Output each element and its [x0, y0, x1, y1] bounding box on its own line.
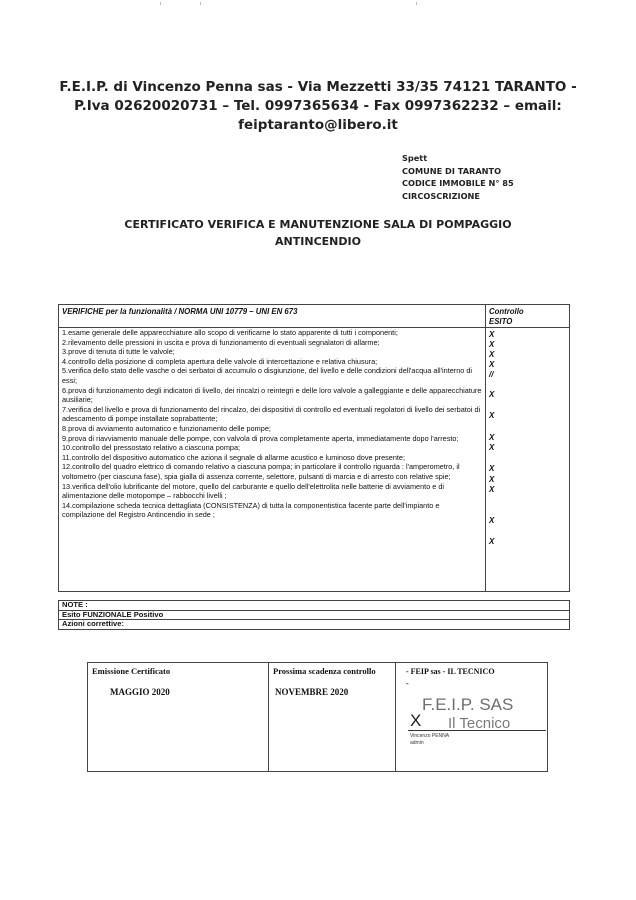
- outcome-mark: X: [489, 411, 495, 420]
- company-header: [40, 78, 596, 135]
- stamp-subtitle: Il Tecnico: [448, 715, 511, 732]
- outcome-mark: X: [489, 443, 495, 452]
- emission-label: Emissione Certificato: [92, 666, 171, 676]
- outcome-mark: X: [489, 330, 495, 339]
- outcome-mark: X: [489, 516, 495, 525]
- check-item: 11.controllo del dispositivo automatico che aziona il segnale di allarme acustico e luminoso dove presente;: [62, 452, 406, 462]
- check-item: 10.controllo del pressostato relativo a ciascuna pompa;: [62, 443, 241, 453]
- footer-table: [87, 662, 548, 772]
- recipient-line: COMUNE DI TARANTO: [402, 165, 502, 176]
- checks-table: [58, 304, 570, 592]
- emission-value: MAGGIO 2020: [110, 687, 170, 697]
- signer-role: admin: [410, 740, 424, 746]
- checks-outcome-cell: [486, 328, 570, 592]
- document-title: [40, 216, 596, 250]
- checks-header-label: VERIFICHE per la funzionalità / NORMA UNI 10779 – UNI EN 673: [59, 305, 486, 328]
- technician-cell: [396, 663, 548, 772]
- check-item: 3.prove di tenuta di tutte le valvole;: [62, 347, 175, 357]
- azioni-row: Azioni correttive:: [59, 620, 570, 630]
- scan-mark: [160, 2, 161, 5]
- next-deadline-cell: [269, 663, 396, 772]
- esito-row: Esito FUNZIONALE Positivo: [59, 610, 570, 620]
- outcome-mark: X: [489, 485, 495, 494]
- check-item: 6.prova di funzionamento degli indicatori di livello, dei rincalzi o reintegri e delle loro valvole a galleggiante e delle apparecchiature ausiliarie;: [62, 385, 482, 405]
- signature-x: X: [410, 711, 422, 730]
- recipient-line: CODICE IMMOBILE N° 85: [402, 178, 514, 188]
- check-item: 4.controllo della posizione di completa apertura delle valvole di intercettazione e relativa chiusura;: [62, 356, 378, 366]
- signer-name: Vincenzo PENNA: [410, 733, 450, 739]
- scan-mark: [416, 2, 417, 5]
- signer-info: [410, 733, 449, 747]
- check-item: 8.prova di avviamento automatico e funzionamento delle pompe;: [62, 423, 271, 433]
- outcome-mark: X: [489, 433, 495, 442]
- outcome-mark: X: [489, 360, 495, 369]
- recipient-line: Spett: [402, 153, 428, 163]
- recipient-block: [402, 152, 514, 202]
- recipient-line: CIRCOSCRIZIONE: [402, 190, 480, 201]
- check-item: 9.prova di riavviamento manuale delle pompe, con valvola di prova completamente aperta, immediatamente dopo l'arresto;: [62, 433, 459, 443]
- check-item: 14.compilazione scheda tecnica dettagliata (CONSISTENZA) di tutta la componentistica facente parte dell'impianto e compilazione del Registro Antincendio in sede ;: [62, 500, 440, 520]
- outcome-header-line: Controllo: [489, 307, 524, 316]
- outcome-mark: X: [489, 340, 495, 349]
- header-line: P.Iva 02620020731 – Tel. 0997365634 - Fax 0997362232 – email:: [74, 98, 562, 114]
- scan-mark: [200, 2, 201, 5]
- outcome-mark: //: [489, 370, 494, 379]
- title-line: ANTINCENDIO: [275, 235, 361, 248]
- signature-line: [408, 730, 546, 731]
- checks-header-row: [59, 305, 570, 328]
- note-row: NOTE :: [59, 601, 570, 611]
- next-deadline-value: NOVEMBRE 2020: [275, 687, 349, 697]
- outcome-mark: X: [489, 475, 495, 484]
- check-item: 5.verifica dello stato delle vasche o dei serbatoi di accumulo o disgiunzione, del livello e delle condizioni dell'acqua all'interno di essi;: [62, 366, 473, 385]
- notes-table: [58, 600, 570, 630]
- technician-dash: -: [406, 679, 409, 688]
- emission-cell: [88, 663, 269, 772]
- title-line: CERTIFICATO VERIFICA E MANUTENZIONE SALA DI POMPAGGIO: [124, 218, 512, 231]
- check-item: 13.verifica dell'olio lubrificante del motore, quello del carburante e quello dell'elettrolita nelle batterie di avviamento e di alimentazione delle motopompe – rabbocchi livelli ;: [62, 481, 445, 501]
- check-item: 7.verifica del livello e prova di funzionamento del rincalzo, dei dispositivi di controllo ed eventuali regolatori di livello dei serbatoi di adescamento di pompe installate soprabattente;: [62, 404, 481, 424]
- outcome-mark: X: [489, 390, 495, 399]
- checks-items-cell: [59, 328, 486, 592]
- next-deadline-label: Prossima scadenza controllo: [273, 666, 376, 676]
- check-item: 12.controllo del quadro elettrico di comando relativo a ciascuna pompa; in particolare il controllo riguarda : l'amperometro, il voltometro (per ciascuna fase), spia gialla di assenza corrente, selettore, pulsanti di marcia e di arresto con relative spie;: [62, 462, 460, 481]
- outcome-mark: X: [489, 464, 495, 473]
- header-line: F.E.I.P. di Vincenzo Penna sas - Via Mezzetti 33/35 74121 TARANTO -: [59, 79, 577, 95]
- header-line: feiptaranto@libero.it: [238, 117, 398, 133]
- outcome-mark: X: [489, 537, 495, 546]
- outcome-header-line: ESITO: [489, 316, 513, 326]
- check-item: 2.rilevamento delle pressioni in uscita e prova di funzionamento di eventuali segnalatori di allarme;: [62, 337, 380, 347]
- company-stamp: F.E.I.P. SAS: [422, 695, 514, 714]
- checks-body-row: [59, 328, 570, 592]
- checks-header-outcome: [486, 305, 570, 328]
- technician-label: - FEIP sas - IL TECNICO: [406, 667, 495, 676]
- outcome-mark: X: [489, 350, 495, 359]
- check-item: 1.esame generale delle apparecchiature allo scopo di verificarne lo stato apparente di tutti i componenti;: [62, 328, 398, 337]
